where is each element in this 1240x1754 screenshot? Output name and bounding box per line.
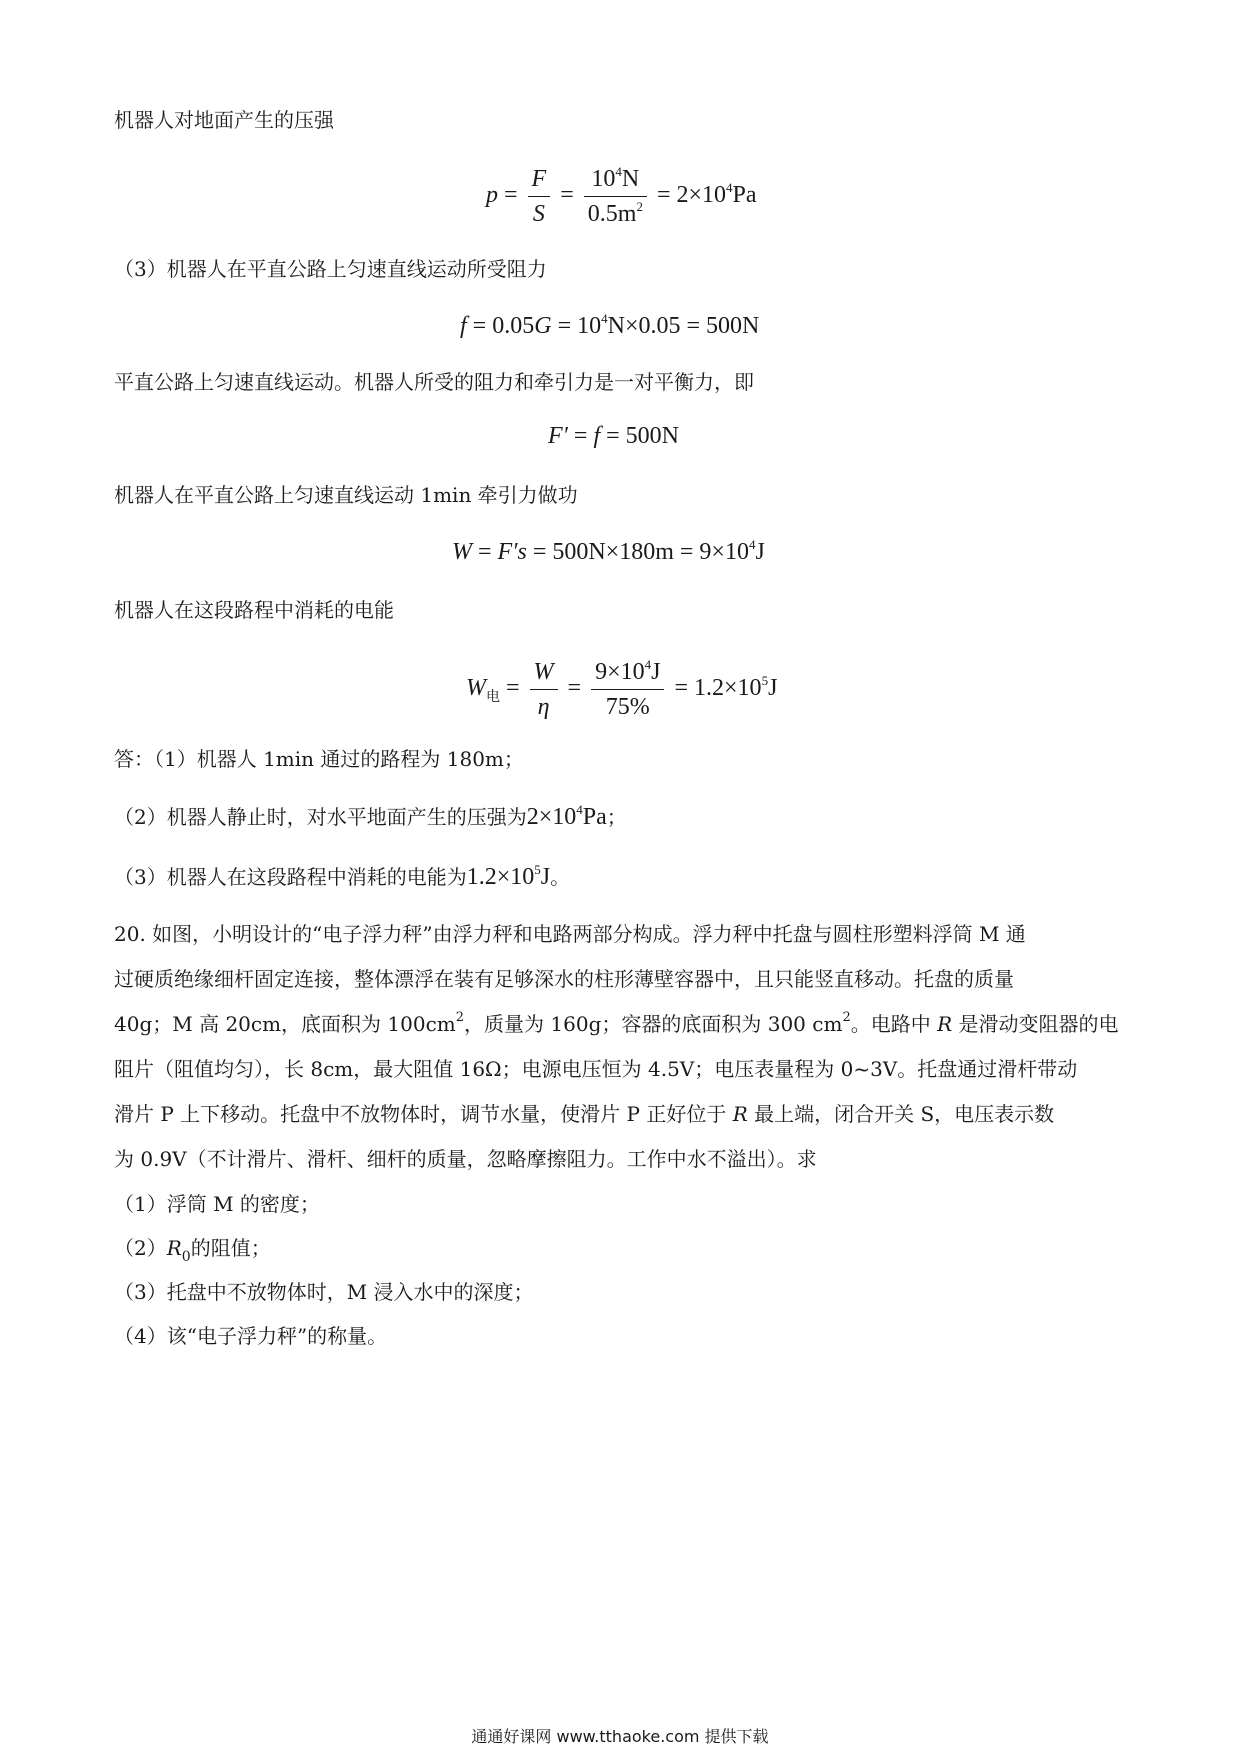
fraction-numerator (591, 655, 664, 690)
fraction-values (591, 655, 664, 724)
energy-intro: 机器人在这段路程中消耗的电能 (114, 598, 394, 622)
text-run: ，质量为 160g；容器的底面积为 300 cm (464, 1012, 843, 1036)
part3-intro: （3）机器人在平直公路上匀速直线运动所受阻力 (114, 257, 547, 281)
symbol-r: R (937, 1012, 953, 1036)
result-unit: J (768, 675, 778, 702)
eq-result: = 2×10 (656, 182, 727, 209)
result-exponent: 5 (761, 673, 769, 689)
eq-symbol: W (466, 675, 486, 702)
text-run: 。电路中 (850, 1012, 938, 1036)
fraction-denominator: 75% (605, 694, 650, 720)
eq-symbol: f (460, 313, 467, 339)
num-base: 10 (591, 166, 616, 192)
value-exponent: 4 (576, 802, 583, 817)
eq-sign: = (567, 675, 582, 702)
den-base: 0.5m (587, 201, 637, 227)
problem-line: 过硬质绝缘细杆固定连接，整体漂浮在装有足够深水的柱形薄壁容器中，且只能竖直移动。托盘的质量 (114, 967, 1014, 991)
eq-part: = 10 (551, 313, 602, 339)
eq-symbol: F′ (548, 423, 568, 449)
energy-equation (466, 655, 777, 724)
eq-sign: = (560, 182, 574, 209)
text-run: （2） (114, 1236, 167, 1260)
work-equation (452, 537, 765, 567)
eq-part: = 500N (600, 423, 680, 449)
page-footer: 通通好课网 www.tthaoke.com 提供下载 (471, 1727, 769, 1746)
eq-subscript: 电 (486, 690, 500, 706)
problem-20 (114, 912, 1124, 1358)
answer-text: （2）机器人静止时，对水平地面产生的压强为 (114, 805, 527, 829)
question-1: （1）浮筒 M 的密度； (114, 1192, 320, 1216)
answer-text: 。 (550, 865, 571, 889)
question-2 (114, 1226, 1124, 1270)
num-exponent: 4 (615, 164, 622, 179)
problem-line: 阻片（阻值均匀），长 8cm，最大阻值 16Ω；电源电压恒为 4.5V；电压表量程为 0~3V。托盘通过滑杆带动 (114, 1057, 1078, 1081)
problem-line (114, 1092, 1124, 1137)
eq-symbol: p (486, 182, 498, 209)
den-exponent: 2 (636, 199, 643, 214)
problem-line: 20. 如图，小明设计的“电子浮力秤”由浮力秤和电路两部分构成。浮力秤中托盘与圆柱形塑料浮筒 M 通 (114, 922, 1026, 946)
pressure-intro: 机器人对地面产生的压强 (114, 108, 334, 132)
symbol-r: R (732, 1102, 748, 1126)
eq-symbol: G (534, 313, 552, 339)
pressure-equation (486, 162, 757, 231)
traction-equation (548, 421, 679, 451)
answer-value (527, 804, 607, 830)
value-base: 1.2×10 (466, 864, 535, 890)
fraction-denominator: S (532, 201, 545, 227)
value-unit: Pa (582, 804, 607, 830)
text-run: 最上端，闭合开关 S，电压表示数 (747, 1102, 1055, 1126)
eq-exponent: 4 (601, 311, 608, 326)
eq-part: = (472, 539, 498, 565)
work-intro: 机器人在平直公路上匀速直线运动 1min 牵引力做功 (114, 483, 578, 507)
eq-sign: = (504, 182, 518, 209)
fraction-numerator: W (530, 655, 558, 690)
fraction-numerator: F (528, 162, 551, 197)
text-run: 40g；M 高 20cm，底面积为 100cm (114, 1012, 456, 1036)
superscript: 2 (455, 1010, 465, 1025)
result-unit: Pa (732, 182, 757, 209)
eq-symbol: f (593, 423, 601, 449)
friction-equation (460, 311, 759, 341)
value-exponent: 5 (534, 862, 541, 877)
num-unit: J (651, 659, 661, 685)
symbol-r: R (166, 1236, 182, 1260)
text-run: 是滑动变阻器的电 (952, 1012, 1119, 1036)
eq-part: = 500N×180m = 9×10 (526, 539, 749, 565)
eq-sign: = (506, 675, 520, 702)
fraction-denominator (584, 197, 647, 231)
fraction-w-over-eta (530, 655, 558, 724)
num-base: 9×10 (595, 659, 645, 685)
result-exponent: 4 (726, 180, 733, 196)
answer-text: ； (606, 805, 627, 829)
answer-3 (114, 863, 570, 891)
num-unit: N (621, 166, 640, 192)
answer-2 (114, 803, 627, 831)
fraction-f-over-s (528, 162, 551, 231)
text-run: 滑片 P 上下移动。托盘中不放物体时，调节水量，使滑片 P 正好位于 (114, 1102, 733, 1126)
subscript: 0 (181, 1249, 191, 1265)
value-base: 2×10 (526, 804, 577, 830)
num-exponent: 4 (644, 657, 652, 672)
eq-part: N×0.05 = 500N (607, 313, 760, 339)
answer-value (467, 864, 550, 890)
question-4: （4）该“电子浮力秤”的称量。 (114, 1324, 388, 1348)
eq-symbol: W (452, 539, 472, 565)
problem-line (114, 1002, 1124, 1047)
fraction-values (584, 162, 647, 231)
value-unit: J (540, 864, 551, 890)
superscript: 2 (842, 1010, 851, 1025)
eq-exponent: 4 (748, 537, 756, 552)
eq-part: = 0.05 (466, 313, 535, 339)
fraction-denominator: η (537, 694, 550, 720)
question-3: （3）托盘中不放物体时，M 浸入水中的深度； (114, 1280, 534, 1304)
text-run: 的阻值； (190, 1236, 271, 1260)
problem-line: 为 0.9V（不计滑片、滑杆、细杆的质量，忽略摩擦阻力。工作中水不溢出）。求 (114, 1147, 817, 1171)
eq-result: = 1.2×10 (674, 675, 762, 702)
eq-unit: J (755, 539, 765, 565)
answer-text: （3）机器人在这段路程中消耗的电能为 (114, 865, 467, 889)
eq-symbol: s (517, 539, 527, 565)
answer-1: 答：（1）机器人 1min 通过的路程为 180m； (114, 747, 524, 771)
balance-text: 平直公路上匀速直线运动。机器人所受的阻力和牵引力是一对平衡力，即 (114, 370, 754, 394)
eq-symbol: F′ (497, 539, 518, 565)
fraction-numerator (584, 162, 647, 197)
eq-part: = (567, 423, 594, 449)
